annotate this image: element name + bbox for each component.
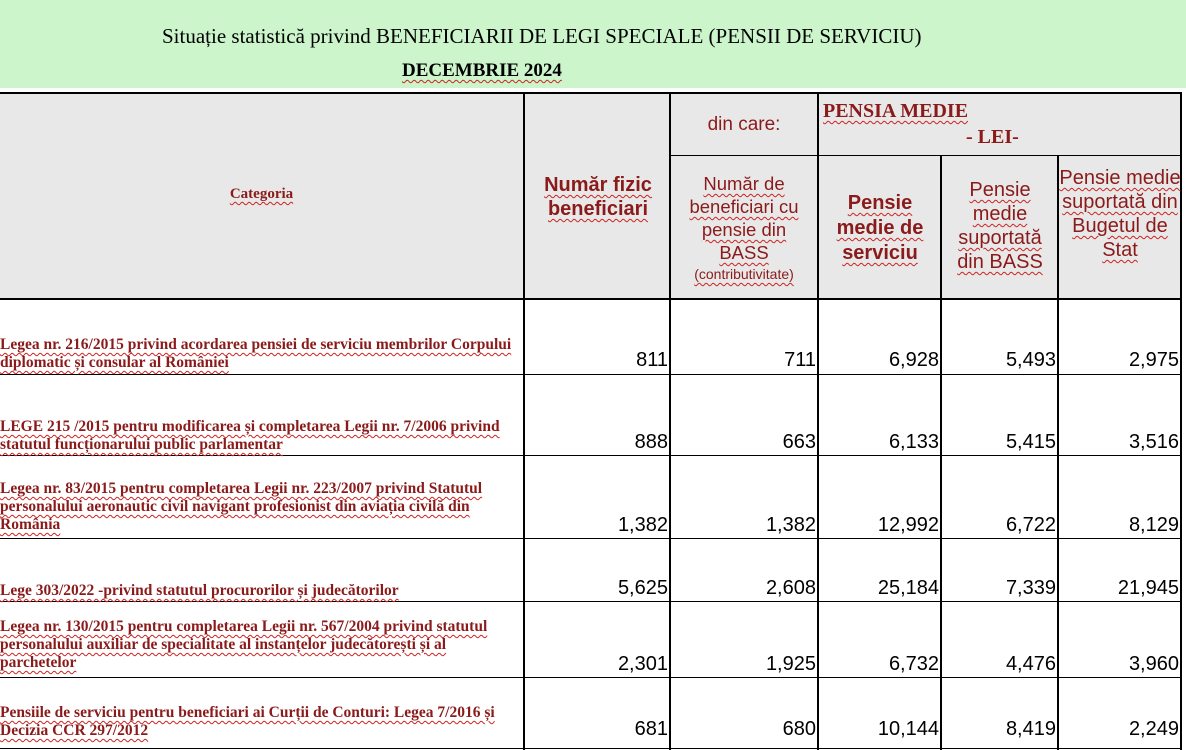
cell-numar-bass: 711 xyxy=(784,349,816,371)
statistics-table xyxy=(0,88,1186,750)
cell-numar-fizic: 888 xyxy=(634,431,668,453)
cell-pensie-bass: 5,493 xyxy=(1005,349,1056,371)
cell-pensie-buget: 2,249 xyxy=(1128,718,1179,740)
cell-pensie-serviciu: 6,133 xyxy=(888,431,939,453)
header-categoria: Categoria xyxy=(229,186,294,202)
table-row-category: Legea nr. 83/2015 pentru completarea Legii nr. 223/2007 privind Statutul personalului aeronautic civil navigant profesionist din aviația civilă din România xyxy=(0,480,483,533)
cell-numar-bass: 2,608 xyxy=(765,577,816,599)
header-contributivitate: (contributivitate) xyxy=(694,266,794,282)
cell-numar-fizic: 811 xyxy=(636,349,668,371)
cell-pensie-bass: 8,419 xyxy=(1005,718,1056,740)
cell-pensie-bass: 7,339 xyxy=(1005,577,1056,599)
header-pensie-serviciu: Pensie medie de serviciu xyxy=(836,192,924,264)
cell-pensie-serviciu: 6,732 xyxy=(888,653,939,675)
cell-pensie-buget: 3,516 xyxy=(1128,431,1179,453)
table-row-category: Legea nr. 130/2015 pentru completarea Legii nr. 567/2004 privind statutul personalului auxiliar de specialitate al instanțelor judecătorești și al parchetelor xyxy=(0,618,488,671)
table-row-category: Lege 303/2022 -privind statutul procurorilor și judecătorilor xyxy=(0,582,399,599)
report-month: DECEMBRIE 2024 xyxy=(402,60,562,81)
header-pensie-buget: Pensie medie suportată din Bugetul de Stat xyxy=(1059,167,1181,261)
header-pensia-medie: PENSIA MEDIE xyxy=(823,100,969,122)
header-pensie-bass: Pensie medie suportată din BASS xyxy=(957,179,1043,273)
cell-pensie-buget: 21,945 xyxy=(1117,577,1179,599)
title-banner xyxy=(0,0,1186,88)
cell-pensie-bass: 4,476 xyxy=(1005,653,1056,675)
table-row-category: Pensiile de serviciu pentru beneficiari ai Curții de Conturi: Legea 7/2016 și Decizia CCR 297/2012 xyxy=(0,704,495,739)
cell-numar-bass: 680 xyxy=(782,718,816,740)
header-din-care: din care: xyxy=(707,114,781,135)
cell-pensie-serviciu: 12,992 xyxy=(877,514,939,536)
header-numar-bass: Număr de beneficiari cu pensie din BASS xyxy=(689,173,799,263)
cell-numar-bass: 1,925 xyxy=(765,653,816,675)
cell-pensie-buget: 2,975 xyxy=(1128,349,1179,371)
cell-pensie-serviciu: 10,144 xyxy=(877,718,939,740)
cell-numar-fizic: 5,625 xyxy=(617,577,668,599)
cell-numar-fizic: 2,301 xyxy=(617,653,668,675)
cell-numar-fizic: 1,382 xyxy=(617,514,668,536)
cell-pensie-bass: 6,722 xyxy=(1005,514,1056,536)
table-row-category: Legea nr. 216/2015 privind acordarea pensiei de serviciu membrilor Corpului diplomatic și consular al României xyxy=(0,336,512,371)
cell-numar-bass: 663 xyxy=(782,431,816,453)
header-lei: - LEI- xyxy=(966,126,1019,148)
cell-pensie-serviciu: 25,184 xyxy=(877,577,939,599)
page-title: Situație statistică privind BENEFICIARII DE LEGI SPECIALE (PENSII DE SERVICIU) xyxy=(162,24,922,48)
cell-pensie-bass: 5,415 xyxy=(1005,431,1056,453)
cell-numar-fizic: 681 xyxy=(634,718,668,740)
cell-pensie-buget: 8,129 xyxy=(1128,514,1179,536)
cell-pensie-serviciu: 6,928 xyxy=(888,349,939,371)
table-row-category: LEGE 215 /2015 pentru modificarea și completarea Legii nr. 7/2006 privind statutul funcționarului public parlamentar xyxy=(0,418,500,453)
cell-pensie-buget: 3,960 xyxy=(1128,653,1179,675)
header-numar-fizic: Număr fizic beneficiari xyxy=(544,174,652,220)
cell-numar-bass: 1,382 xyxy=(765,514,816,536)
